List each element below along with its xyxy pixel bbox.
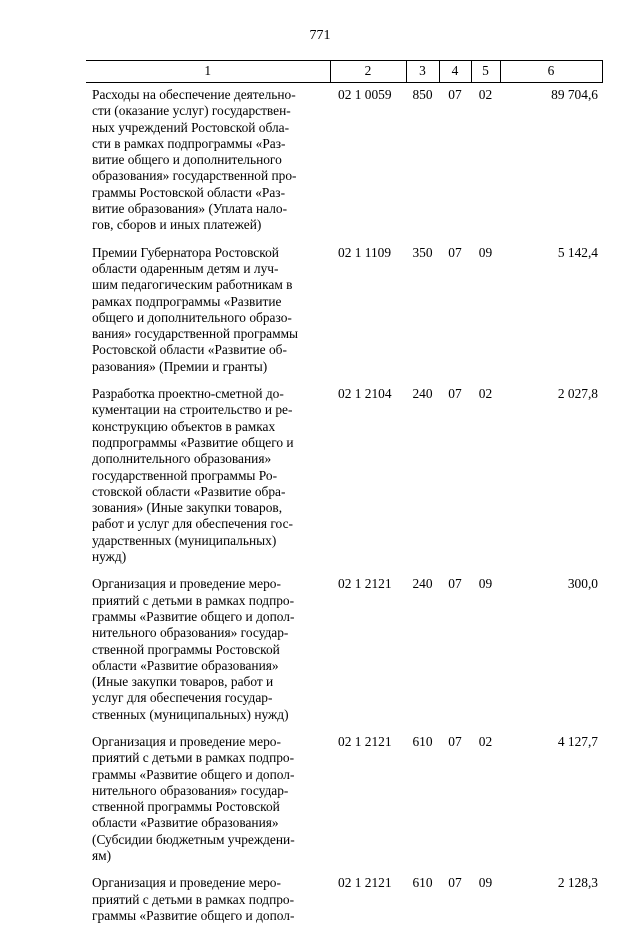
expense-description (86, 83, 330, 241)
description-line: Расходы на обеспечение деятельно- (92, 87, 324, 103)
section-code: 07 (439, 730, 471, 871)
target-article-code: 02 1 2121 (330, 730, 406, 871)
description-line: граммы «Развитие общего и допол- (92, 609, 324, 625)
expense-description (86, 572, 330, 730)
expense-type-code: 240 (406, 572, 439, 730)
description-line: области «Развитие образования» (92, 658, 324, 674)
expense-description (86, 241, 330, 382)
target-article-code: 02 1 2121 (330, 572, 406, 730)
expense-type-code: 610 (406, 730, 439, 871)
header-row (86, 61, 602, 83)
description-line: зования» (Иные закупки товаров, (92, 500, 324, 516)
header-col-4: 4 (439, 61, 471, 83)
expense-type-code: 350 (406, 241, 439, 382)
expense-type-code: 610 (406, 871, 439, 931)
description-line: образования» государственной про- (92, 168, 324, 184)
expense-description (86, 382, 330, 572)
table-row (86, 871, 602, 931)
section-code: 07 (439, 572, 471, 730)
header-col-5: 5 (471, 61, 500, 83)
description-line: граммы «Развитие общего и допол- (92, 908, 324, 924)
description-line: ям) (92, 848, 324, 864)
section-code: 07 (439, 83, 471, 241)
description-line: Организация и проведение меро- (92, 875, 324, 891)
description-line: граммы «Развитие общего и допол- (92, 767, 324, 783)
description-line: (Иные закупки товаров, работ и (92, 674, 324, 690)
budget-table (86, 60, 603, 931)
description-line: вания» государственной программы (92, 326, 324, 342)
target-article-code: 02 1 2121 (330, 871, 406, 931)
description-line: витие образования» (Уплата нало- (92, 201, 324, 217)
description-line: нительного образования» государ- (92, 783, 324, 799)
expense-type-code: 240 (406, 382, 439, 572)
description-line: конструкцию объектов в рамках (92, 419, 324, 435)
amount: 2 128,3 (500, 871, 602, 931)
description-line: государственной программы Ро- (92, 468, 324, 484)
section-code: 07 (439, 241, 471, 382)
expense-type-code: 850 (406, 83, 439, 241)
target-article-code: 02 1 1109 (330, 241, 406, 382)
subsection-code: 09 (471, 871, 500, 931)
description-line: области «Развитие образования» (92, 815, 324, 831)
description-line: приятий с детьми в рамках подпро- (92, 892, 324, 908)
description-line: приятий с детьми в рамках подпро- (92, 750, 324, 766)
header-col-2: 2 (330, 61, 406, 83)
description-line: нужд) (92, 549, 324, 565)
description-line: Ростовской области «Развитие об- (92, 342, 324, 358)
section-code: 07 (439, 871, 471, 931)
description-line: стовской области «Развитие обра- (92, 484, 324, 500)
description-line: дополнительного образования» (92, 451, 324, 467)
description-line: ственной программы Ростовской (92, 799, 324, 815)
page-number: 771 (0, 28, 640, 44)
expense-description (86, 871, 330, 931)
table-row (86, 241, 602, 382)
table-row (86, 572, 602, 730)
description-line: области одаренным детям и луч- (92, 261, 324, 277)
section-code: 07 (439, 382, 471, 572)
description-line: Организация и проведение меро- (92, 576, 324, 592)
description-line: Премии Губернатора Ростовской (92, 245, 324, 261)
amount: 300,0 (500, 572, 602, 730)
description-line: услуг для обеспечения государ- (92, 690, 324, 706)
table-body (86, 83, 602, 931)
description-line: (Субсидии бюджетным учреждени- (92, 832, 324, 848)
target-article-code: 02 1 0059 (330, 83, 406, 241)
description-line: витие общего и дополнительного (92, 152, 324, 168)
description-line: ственных (муниципальных) нужд) (92, 707, 324, 723)
table-header (86, 61, 602, 83)
header-col-6: 6 (500, 61, 602, 83)
description-line: гов, сборов и иных платежей) (92, 217, 324, 233)
subsection-code: 09 (471, 241, 500, 382)
subsection-code: 02 (471, 83, 500, 241)
table-row (86, 730, 602, 871)
amount: 5 142,4 (500, 241, 602, 382)
description-line: разования» (Премии и гранты) (92, 359, 324, 375)
description-line: сти в рамках подпрограммы «Раз- (92, 136, 324, 152)
description-line: ственной программы Ростовской (92, 642, 324, 658)
table-row (86, 382, 602, 572)
header-col-1: 1 (86, 61, 330, 83)
description-line: кументации на строительство и ре- (92, 402, 324, 418)
description-line: приятий с детьми в рамках подпро- (92, 593, 324, 609)
amount: 2 027,8 (500, 382, 602, 572)
description-line: Организация и проведение меро- (92, 734, 324, 750)
description-line: шим педагогическим работникам в (92, 277, 324, 293)
description-line: ных учреждений Ростовской обла- (92, 120, 324, 136)
description-line: нительного образования» государ- (92, 625, 324, 641)
description-line: подпрограммы «Развитие общего и (92, 435, 324, 451)
description-line: сти (оказание услуг) государствен- (92, 103, 324, 119)
description-line: Разработка проектно-сметной до- (92, 386, 324, 402)
amount: 4 127,7 (500, 730, 602, 871)
description-line: работ и услуг для обеспечения гос- (92, 516, 324, 532)
table-row (86, 83, 602, 241)
expense-description (86, 730, 330, 871)
header-col-3: 3 (406, 61, 439, 83)
subsection-code: 09 (471, 572, 500, 730)
subsection-code: 02 (471, 730, 500, 871)
description-line: граммы Ростовской области «Раз- (92, 185, 324, 201)
amount: 89 704,6 (500, 83, 602, 241)
target-article-code: 02 1 2104 (330, 382, 406, 572)
description-line: рамках подпрограммы «Развитие (92, 294, 324, 310)
description-line: общего и дополнительного образо- (92, 310, 324, 326)
description-line: ударственных (муниципальных) (92, 533, 324, 549)
subsection-code: 02 (471, 382, 500, 572)
